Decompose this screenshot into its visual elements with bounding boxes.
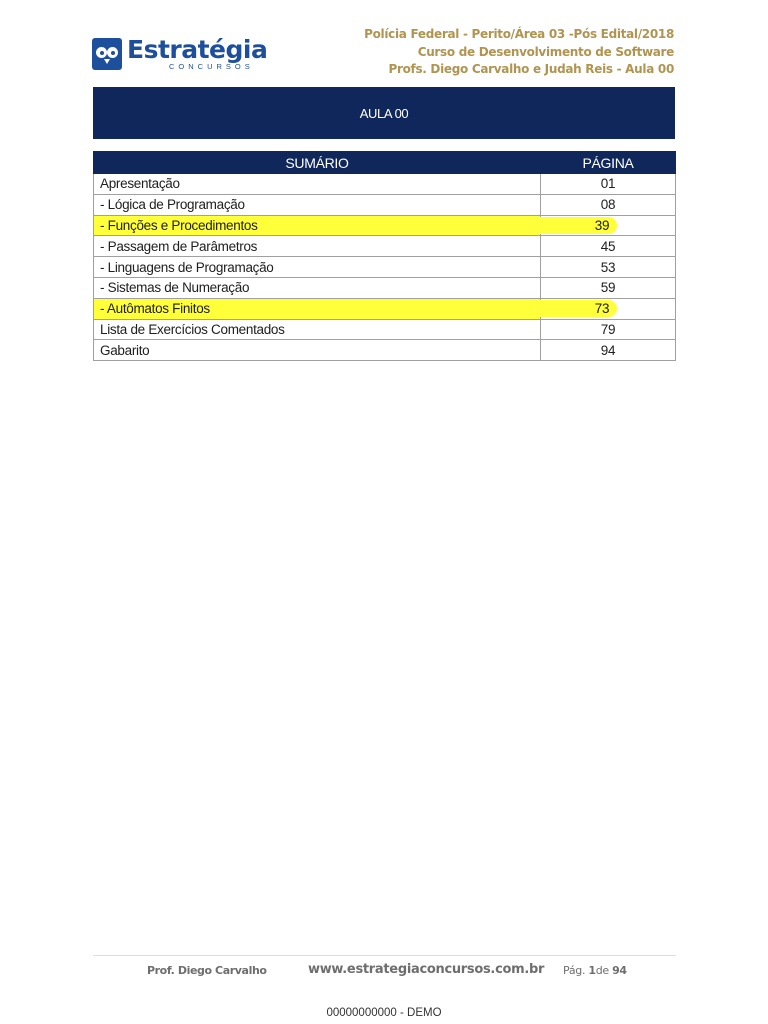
row-topic: - Autômatos Finitos xyxy=(94,298,541,319)
row-page: 53 xyxy=(541,257,676,278)
table-row xyxy=(94,174,676,195)
row-page xyxy=(541,298,676,319)
estrategia-logo xyxy=(92,34,267,74)
row-topic: Apresentação xyxy=(94,174,541,195)
table-header-row xyxy=(94,152,676,174)
row-page-value: 39 xyxy=(535,217,617,234)
table-row xyxy=(94,215,676,236)
row-topic: - Funções e Procedimentos xyxy=(94,215,541,236)
row-page-value: 73 xyxy=(535,300,617,317)
table-row xyxy=(94,319,676,340)
row-page: 45 xyxy=(541,236,676,257)
table-row xyxy=(94,298,676,319)
owl-icon xyxy=(92,38,122,70)
header-line-2: Curso de Desenvolvimento de Software xyxy=(417,44,674,59)
column-header-pagina: PÁGINA xyxy=(541,152,676,174)
row-topic: - Sistemas de Numeração xyxy=(94,277,541,298)
row-topic: - Lógica de Programação xyxy=(94,194,541,215)
row-page: 79 xyxy=(541,319,676,340)
aula-title: AULA 00 xyxy=(359,105,409,121)
row-page: 94 xyxy=(541,340,676,361)
row-page: 08 xyxy=(541,194,676,215)
logo-name: Estratégia xyxy=(127,35,268,65)
summary-table xyxy=(93,151,676,361)
row-topic: - Passagem de Parâmetros xyxy=(94,236,541,257)
header-line-1: Polícia Federal - Perito/Área 03 -Pós Edital/2018 xyxy=(364,27,674,41)
table-row xyxy=(94,340,676,361)
footer-divider xyxy=(93,955,676,956)
footer-website: www.estrategiaconcursos.com.br xyxy=(308,962,545,977)
row-topic: Lista de Exercícios Comentados xyxy=(94,319,541,340)
table-row xyxy=(94,236,676,257)
column-header-sumario: SUMÁRIO xyxy=(94,152,541,174)
table-row xyxy=(94,194,676,215)
demo-watermark: 00000000000 - DEMO xyxy=(326,1007,442,1019)
logo-subtitle: CONCURSOS xyxy=(169,62,254,72)
header-line-3: Profs. Diego Carvalho e Judah Reis - Aula 00 xyxy=(388,62,674,76)
row-topic: - Linguagens de Programação xyxy=(94,257,541,278)
table-row xyxy=(94,277,676,298)
aula-title-bar xyxy=(93,87,675,139)
row-page: 59 xyxy=(541,277,676,298)
footer-page-number: Pág. 1de 94 xyxy=(563,964,627,977)
table-row xyxy=(94,257,676,278)
footer-professor: Prof. Diego Carvalho xyxy=(147,964,267,977)
row-page xyxy=(541,215,676,236)
row-page: 01 xyxy=(541,174,676,195)
row-topic: Gabarito xyxy=(94,340,541,361)
course-header xyxy=(364,26,674,79)
